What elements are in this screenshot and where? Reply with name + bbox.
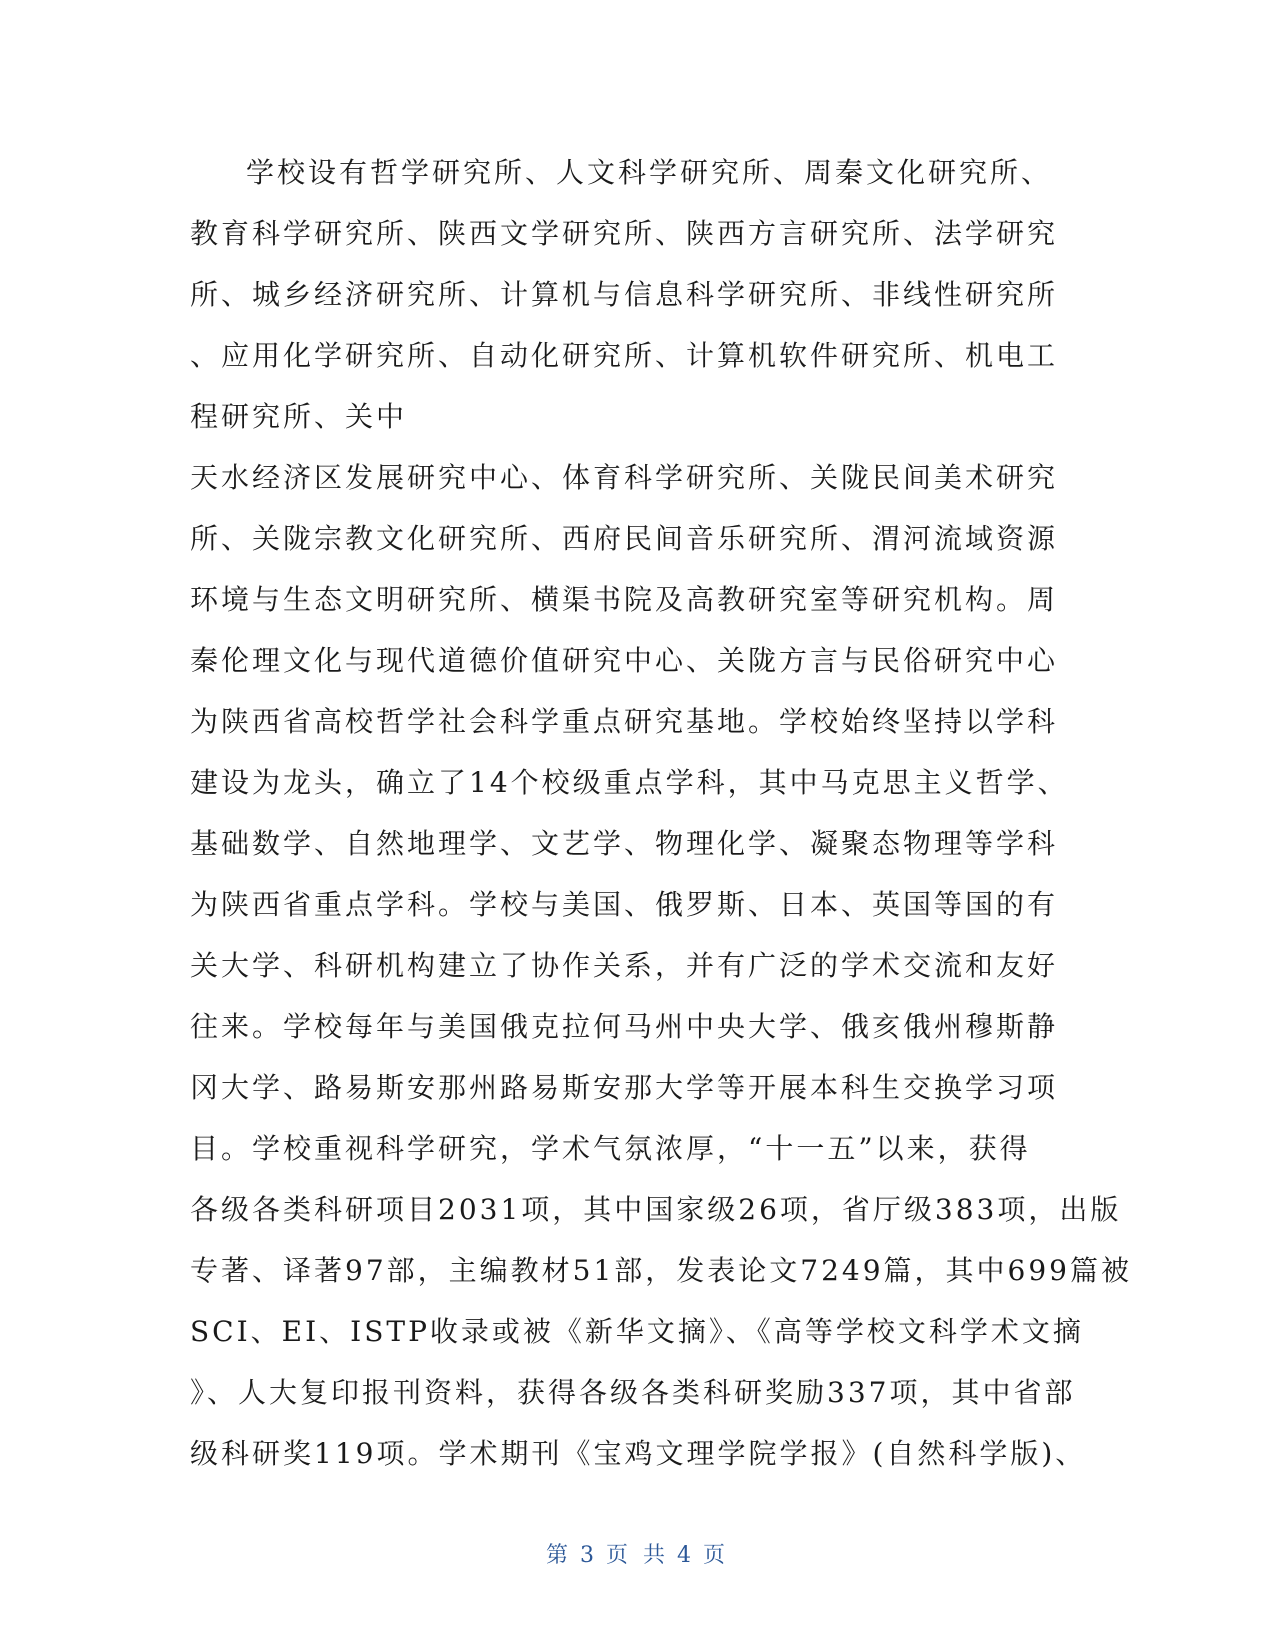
- current-page-number: 3: [580, 1543, 598, 1568]
- text-line: 学校设有哲学研究所、人文科学研究所、周秦文化研究所、: [246, 156, 1053, 189]
- text-line: 秦伦理文化与现代道德价值研究中心、关陇方言与民俗研究中心: [190, 644, 1059, 677]
- page-footer: [0, 1538, 1275, 1569]
- text-line: 程研究所、关中: [190, 400, 408, 433]
- text-line: 教育科学研究所、陕西文学研究所、陕西方言研究所、法学研究: [190, 217, 1059, 250]
- footer-prefix: 第: [545, 1543, 572, 1568]
- total-page-count: 4: [677, 1543, 695, 1568]
- body-text: [190, 142, 1132, 1484]
- text-line: 为陕西省重点学科。学校与美国、俄罗斯、日本、英国等国的有: [190, 888, 1059, 921]
- text-line: SCI、EI、ISTP收录或被《新华文摘》、《高等学校文科学术文摘: [190, 1315, 1084, 1348]
- text-line: 级科研奖119项。学术期刊《宝鸡文理学院学报》(自然科学版)、: [190, 1437, 1087, 1470]
- text-line: 基础数学、自然地理学、文艺学、物理化学、凝聚态物理等学科: [190, 827, 1059, 860]
- text-line: 天水经济区发展研究中心、体育科学研究所、关陇民间美术研究: [190, 461, 1059, 494]
- text-line: 所、城乡经济研究所、计算机与信息科学研究所、非线性研究所: [190, 278, 1059, 311]
- text-line: 为陕西省高校哲学社会科学重点研究基地。学校始终坚持以学科: [190, 705, 1059, 738]
- text-line: 、应用化学研究所、自动化研究所、计算机软件研究所、机电工: [190, 339, 1059, 372]
- text-line: 环境与生态文明研究所、横渠书院及高教研究室等研究机构。周: [190, 583, 1059, 616]
- text-line: 专著、译著97部，主编教材51部，发表论文7249篇，其中699篇被: [190, 1254, 1132, 1287]
- text-line: 往来。学校每年与美国俄克拉何马州中央大学、俄亥俄州穆斯静: [190, 1010, 1059, 1043]
- footer-suffix: 页: [703, 1543, 730, 1568]
- text-line: 所、关陇宗教文化研究所、西府民间音乐研究所、渭河流域资源: [190, 522, 1059, 555]
- text-line: 冈大学、路易斯安那州路易斯安那大学等开展本科生交换学习项: [190, 1071, 1059, 1104]
- text-line: 各级各类科研项目2031项，其中国家级26项，省厅级383项，出版: [190, 1193, 1122, 1226]
- footer-middle: 页 共: [606, 1543, 669, 1568]
- text-line: 关大学、科研机构建立了协作关系，并有广泛的学术交流和友好: [190, 949, 1059, 982]
- text-line: 目。学校重视科学研究，学术气氛浓厚，“十一五”以来，获得: [190, 1132, 1031, 1165]
- text-line: 建设为龙头，确立了14个校级重点学科，其中马克思主义哲学、: [190, 766, 1069, 799]
- text-line: 》、人大复印报刊资料，获得各级各类科研奖励337项，其中省部: [190, 1376, 1076, 1409]
